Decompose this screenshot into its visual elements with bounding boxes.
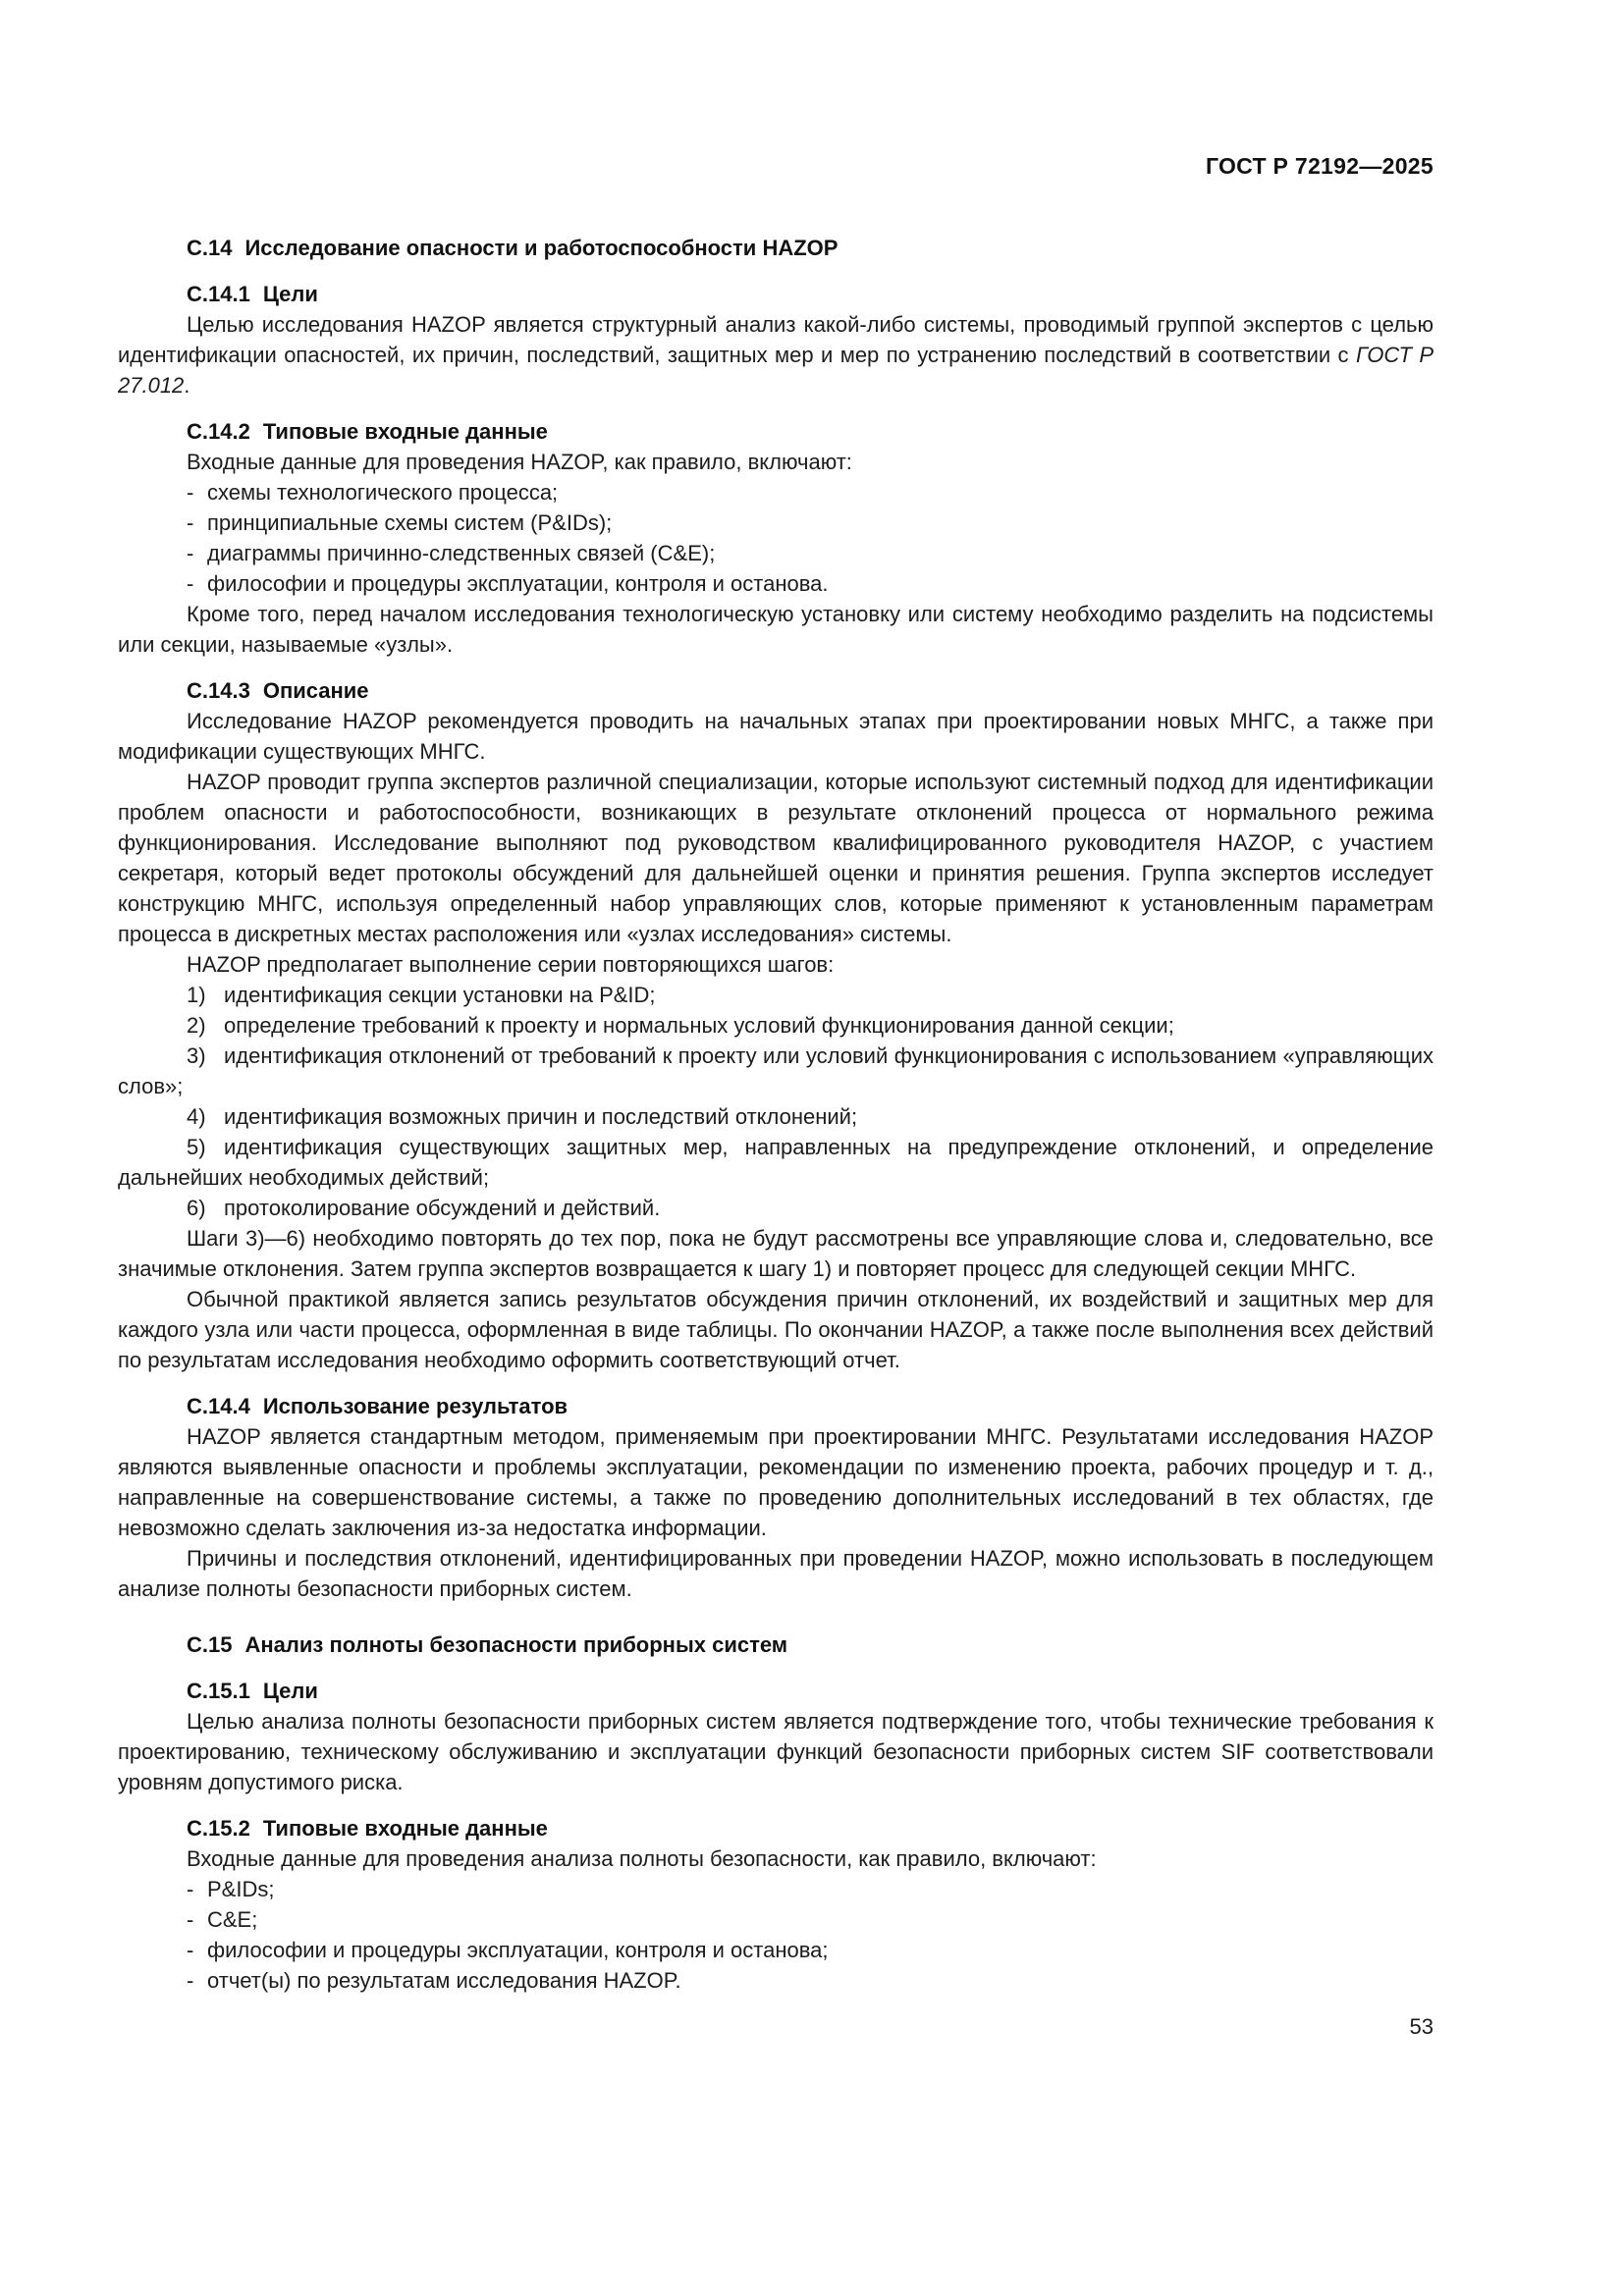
- paragraph-text: Целью исследования HAZOP является структурный анализ какой-либо системы, проводимый группой экспертов с целью идентификации опасностей, их причин, последствий, защитных мер и мер по устранению последствий в соответствии с: [118, 312, 1434, 367]
- list-item-text: философии и процедуры эксплуатации, контроля и останова;: [207, 1938, 829, 1962]
- list-item: [118, 1132, 1434, 1193]
- paragraph-text: Причины и последствия отклонений, идентифицированных при проведении HAZOP, можно использовать в последующем анализе полноты безопасности приборных систем.: [118, 1546, 1434, 1601]
- paragraph: [118, 309, 1434, 400]
- paragraph-text: HAZOP проводит группа экспертов различной специализации, которые используют системный подход для идентификации проблем опасности и работоспособности, возникающих в результате отклонений процесса от нормального режима функционирования. Исследование выполняют под руководством квалифицированного руководителя HAZOP, с участием секретаря, который ведет протоколы обсуждений для дальнейшей оценки и принятия решения. Группа экспертов исследует конструкцию МНГС, используя определенный набор управляющих слов, которые применяют к установленным параметрам процесса в дискретных местах расположения или «узлах исследования» системы.: [118, 770, 1434, 946]
- sub-heading: [118, 1813, 1434, 1843]
- paragraph-text: HAZOP предполагает выполнение серии повторяющихся шагов:: [187, 952, 835, 977]
- list-marker: 3): [187, 1043, 206, 1068]
- list-marker: 5): [187, 1135, 206, 1159]
- paragraph: [118, 1706, 1434, 1797]
- sub-heading: [118, 279, 1434, 309]
- paragraph-text: .: [184, 373, 190, 398]
- list-item: [118, 1935, 1434, 1965]
- paragraph-text: Исследование HAZOP рекомендуется проводить на начальных этапах при проектировании новых МНГС, а также при модификации существующих МНГС.: [118, 709, 1434, 764]
- heading-number: С.14: [187, 236, 233, 260]
- paragraph-text: Целью анализа полноты безопасности приборных систем является подтверждение того, чтобы технические требования к проектированию, техническому обслуживанию и эксплуатации функций безопасности приборных систем SIF соответствовали уровням допустимого риска.: [118, 1709, 1434, 1794]
- list-item-text: диаграммы причинно-следственных связей (C&E);: [207, 541, 716, 565]
- paragraph-text: Входные данные для проведения HAZOP, как правило, включают:: [187, 450, 852, 474]
- running-header: ГОСТ Р 72192—2025: [1205, 153, 1434, 179]
- heading-number: С.15.1: [187, 1679, 250, 1703]
- list-item: [118, 980, 1434, 1010]
- list-item: [118, 1965, 1434, 1996]
- list-item-text: отчет(ы) по результатам исследования HAZOP.: [207, 1968, 681, 1993]
- paragraph: [118, 1421, 1434, 1543]
- page-number: 53: [1409, 2014, 1434, 2039]
- list-marker: -: [187, 571, 194, 596]
- paragraph-text: Обычной практикой является запись результатов обсуждения причин отклонений, их воздействий и защитных мер для каждого узла или части процесса, оформленная в виде таблицы. По окончании HAZOP, а также после выполнения всех действий по результатам исследования необходимо оформить соответствующий отчет.: [118, 1287, 1434, 1372]
- list-item: [118, 568, 1434, 599]
- list-marker: 4): [187, 1104, 206, 1129]
- list-marker: -: [187, 541, 194, 565]
- paragraph: [118, 1843, 1434, 1874]
- list-marker: -: [187, 1938, 194, 1962]
- list-item: [118, 477, 1434, 507]
- heading-title: Анализ полноты безопасности приборных систем: [244, 1632, 788, 1657]
- sub-heading: [118, 675, 1434, 706]
- list-marker: 1): [187, 983, 206, 1007]
- list-item: [118, 507, 1434, 538]
- list-item-text: P&IDs;: [207, 1877, 275, 1901]
- list-item: [118, 1904, 1434, 1935]
- list-item: [118, 538, 1434, 568]
- list-marker: -: [187, 510, 194, 535]
- heading-title: Цели: [262, 282, 318, 306]
- list-item-text: C&E;: [207, 1907, 258, 1932]
- paragraph: [118, 1543, 1434, 1604]
- sub-heading: [118, 1391, 1434, 1421]
- heading-title: Типовые входные данные: [262, 1816, 548, 1841]
- heading-number: С.14.1: [187, 282, 250, 306]
- heading-number: С.15.2: [187, 1816, 250, 1841]
- list-item-text: протоколирование обсуждений и действий.: [224, 1196, 661, 1220]
- paragraph-text: HAZOP является стандартным методом, применяемым при проектировании МНГС. Результатами исследования HAZOP являются выявленные опасности и проблемы эксплуатации, рекомендации по изменению проекта, рабочих процедур и т. д., направленные на совершенствование системы, а также по проведению дополнительных исследований в тех областях, где невозможно сделать заключения из-за недостатка информации.: [118, 1424, 1434, 1540]
- paragraph: [118, 447, 1434, 477]
- heading-title: Цели: [262, 1679, 318, 1703]
- list-item: [118, 1874, 1434, 1904]
- paragraph-text: Шаги 3)—6) необходимо повторять до тех пор, пока не будут рассмотрены все управляющие слова и, следовательно, все значимые отклонения. Затем группа экспертов возвращается к шагу 1) и повторяет процесс для следующей секции МНГС.: [118, 1226, 1434, 1281]
- sub-heading: [118, 416, 1434, 447]
- section-heading: [118, 233, 1434, 263]
- list-item-text: идентификация секции установки на P&ID;: [224, 983, 656, 1007]
- list-item: [118, 1193, 1434, 1223]
- heading-number: С.14.4: [187, 1394, 250, 1418]
- section-heading: [118, 1629, 1434, 1660]
- heading-title: Исследование опасности и работоспособности HAZOP: [244, 236, 839, 260]
- list-marker: -: [187, 480, 194, 505]
- paragraph: [118, 706, 1434, 767]
- paragraph-text: Входные данные для проведения анализа полноты безопасности, как правило, включают:: [187, 1846, 1097, 1871]
- list-item: [118, 1010, 1434, 1041]
- heading-title: Типовые входные данные: [262, 419, 548, 444]
- list-item-text: определение требований к проекту и нормальных условий функционирования данной секции;: [224, 1013, 1174, 1038]
- list-item-text: схемы технологического процесса;: [207, 480, 559, 505]
- paragraph: [118, 767, 1434, 949]
- heading-title: Описание: [262, 678, 369, 703]
- heading-number: С.14.3: [187, 678, 250, 703]
- list-item-text: идентификация возможных причин и последствий отклонений;: [224, 1104, 858, 1129]
- paragraph: [118, 599, 1434, 660]
- list-marker: -: [187, 1907, 194, 1932]
- paragraph: [118, 1284, 1434, 1375]
- heading-number: С.15: [187, 1632, 233, 1657]
- paragraph-text: Кроме того, перед началом исследования технологическую установку или систему необходимо разделить на подсистемы или секции, называемые «узлы».: [118, 602, 1434, 657]
- paragraph: [118, 949, 1434, 980]
- sub-heading: [118, 1676, 1434, 1706]
- list-marker: -: [187, 1968, 194, 1993]
- heading-number: С.14.2: [187, 419, 250, 444]
- paragraph: [118, 1223, 1434, 1284]
- list-marker: -: [187, 1877, 194, 1901]
- list-item-text: принципиальные схемы систем (P&IDs);: [207, 510, 613, 535]
- document-body: [118, 233, 1434, 1996]
- list-marker: 2): [187, 1013, 206, 1038]
- italic-standard-reference: ГОСТ Р 27.012: [118, 343, 1434, 398]
- list-item-text: идентификация отклонений от требований к проекту или условий функционирования с использованием «управляющих слов»;: [118, 1043, 1434, 1098]
- list-item-text: идентификация существующих защитных мер, направленных на предупреждение отклонений, и определение дальнейших необходимых действий;: [118, 1135, 1434, 1190]
- heading-title: Использование результатов: [262, 1394, 568, 1418]
- list-item: [118, 1041, 1434, 1101]
- list-item: [118, 1101, 1434, 1132]
- list-marker: 6): [187, 1196, 206, 1220]
- list-item-text: философии и процедуры эксплуатации, контроля и останова.: [207, 571, 829, 596]
